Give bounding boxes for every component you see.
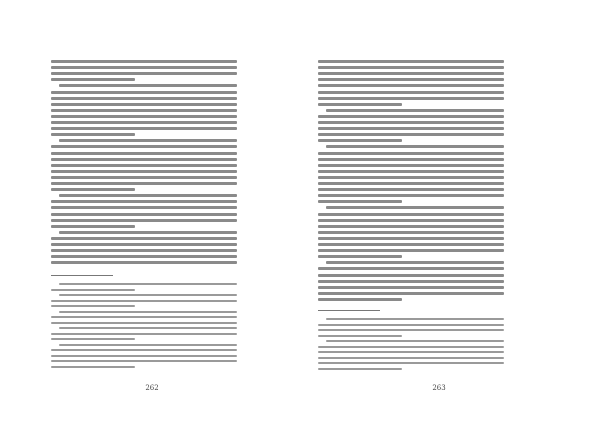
text-line — [318, 255, 402, 258]
text-line — [318, 267, 504, 270]
text-line — [51, 170, 237, 173]
text-line — [318, 231, 504, 234]
text-line — [51, 261, 237, 264]
text-line — [51, 305, 135, 307]
text-line — [318, 139, 402, 142]
text-line — [318, 115, 504, 118]
text-line — [318, 298, 402, 301]
text-line — [318, 133, 504, 136]
text-line — [51, 289, 135, 291]
text-line — [326, 145, 504, 148]
text-line — [51, 360, 237, 362]
text-line — [51, 338, 135, 340]
text-line — [51, 188, 135, 191]
text-line — [318, 324, 504, 326]
text-line — [51, 322, 237, 324]
text-line — [51, 200, 237, 203]
text-line — [318, 72, 504, 75]
text-line — [326, 340, 504, 342]
text-line — [59, 327, 237, 329]
text-line — [59, 283, 237, 285]
text-line — [51, 127, 237, 130]
left-page-number: 262 — [145, 384, 159, 392]
text-line — [51, 255, 237, 258]
text-line — [318, 346, 504, 348]
text-line — [59, 344, 237, 346]
right-footnote-rule — [318, 310, 380, 311]
text-line — [318, 329, 504, 331]
text-line — [318, 357, 504, 359]
text-line — [51, 109, 237, 112]
text-line — [318, 292, 504, 295]
text-line — [318, 158, 504, 161]
text-line — [51, 213, 237, 216]
text-line — [318, 164, 504, 167]
text-line — [51, 182, 237, 185]
text-line — [51, 115, 237, 118]
text-line — [318, 66, 504, 69]
text-line — [326, 318, 504, 320]
text-line — [318, 249, 504, 252]
text-line — [326, 206, 504, 209]
text-line — [318, 84, 504, 87]
text-line — [318, 78, 504, 81]
text-line — [51, 97, 237, 100]
text-line — [318, 335, 402, 337]
text-line — [318, 60, 504, 63]
text-line — [318, 280, 504, 283]
text-line — [59, 84, 237, 87]
text-line — [318, 127, 504, 130]
text-line — [51, 225, 135, 228]
text-line — [51, 72, 237, 75]
text-line — [318, 194, 504, 197]
text-line — [51, 237, 237, 240]
text-line — [51, 66, 237, 69]
text-line — [51, 249, 237, 252]
text-line — [51, 355, 237, 357]
text-line — [51, 243, 237, 246]
text-line — [51, 164, 237, 167]
text-line — [51, 152, 237, 155]
text-line — [51, 158, 237, 161]
text-line — [326, 261, 504, 264]
text-line — [318, 121, 504, 124]
text-line — [318, 243, 504, 246]
text-line — [51, 366, 135, 368]
text-line — [51, 333, 237, 335]
text-line — [51, 316, 237, 318]
text-line — [318, 274, 504, 277]
text-line — [318, 170, 504, 173]
text-line — [51, 145, 237, 148]
text-line — [51, 349, 237, 351]
text-line — [51, 176, 237, 179]
text-line — [318, 286, 504, 289]
text-line — [318, 368, 402, 370]
text-line — [318, 237, 504, 240]
text-line — [318, 351, 504, 353]
text-line — [318, 213, 504, 216]
text-line — [59, 194, 237, 197]
text-line — [318, 219, 504, 222]
text-line — [318, 152, 504, 155]
text-line — [51, 219, 237, 222]
text-line — [318, 362, 504, 364]
text-line — [318, 103, 402, 106]
text-line — [59, 311, 237, 313]
text-line — [318, 97, 504, 100]
text-line — [326, 109, 504, 112]
right-page — [300, 0, 600, 424]
right-page-number: 263 — [432, 384, 446, 392]
text-line — [51, 60, 237, 63]
text-line — [318, 182, 504, 185]
text-line — [51, 121, 237, 124]
text-line — [51, 103, 237, 106]
text-line — [318, 176, 504, 179]
text-line — [318, 91, 504, 94]
text-line — [51, 133, 135, 136]
text-line — [51, 206, 237, 209]
text-line — [51, 300, 237, 302]
text-line — [59, 231, 237, 234]
text-line — [59, 139, 237, 142]
text-line — [51, 78, 135, 81]
text-line — [318, 225, 504, 228]
text-line — [51, 91, 237, 94]
text-line — [59, 294, 237, 296]
left-footnote-rule — [51, 275, 113, 276]
text-line — [318, 188, 504, 191]
text-line — [318, 200, 402, 203]
